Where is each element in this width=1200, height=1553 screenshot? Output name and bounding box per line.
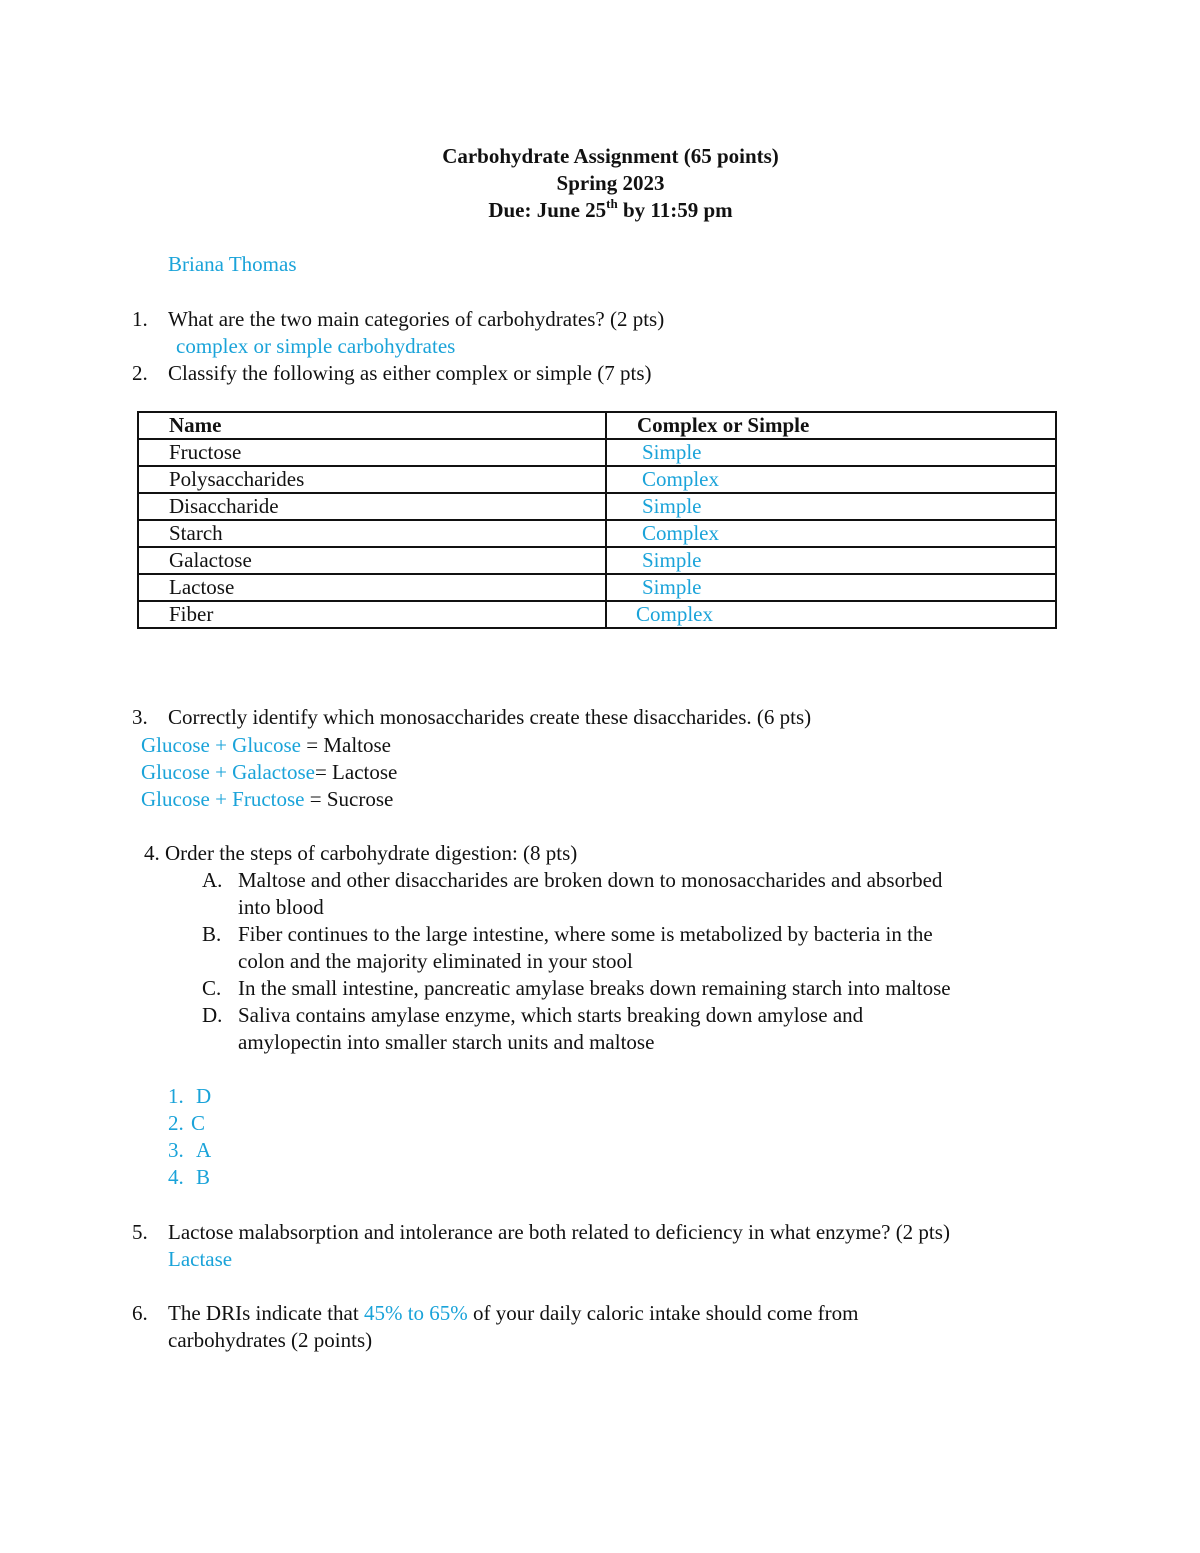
order-answer: C xyxy=(191,1111,206,1135)
step-letter: B. xyxy=(202,922,222,946)
q6-text-before: The DRIs indicate that xyxy=(168,1301,364,1325)
q4-number: 4. xyxy=(144,841,160,865)
carb-classification: Simple xyxy=(606,439,1056,466)
table-row xyxy=(138,547,1056,574)
q6-answer: 45% to 65% xyxy=(363,1301,468,1325)
carb-classification: Complex xyxy=(606,466,1056,493)
order-answer: A xyxy=(196,1138,212,1162)
q6-text-after: of your daily caloric intake should come from xyxy=(467,1301,859,1325)
step-text: Maltose and other disaccharides are broken down to monosaccharides and absorbed xyxy=(238,868,943,892)
q3-number: 3. xyxy=(132,705,148,729)
table-row xyxy=(138,466,1056,493)
step-text: In the small intestine, pancreatic amylase breaks down remaining starch into maltose xyxy=(238,976,951,1000)
due-superscript: th xyxy=(606,196,618,211)
carb-name: Fructose xyxy=(138,439,606,466)
q3-answer: Glucose + Glucose xyxy=(141,733,301,757)
step-letter: A. xyxy=(202,868,223,892)
order-number: 3. xyxy=(168,1138,184,1162)
carb-classification: Simple xyxy=(606,547,1056,574)
order-answer: B xyxy=(196,1165,211,1189)
assignment-title: Carbohydrate Assignment (65 points) xyxy=(442,144,779,168)
q3-answer: Glucose + Fructose xyxy=(141,787,305,811)
q3-line xyxy=(141,786,393,813)
step-letter: D. xyxy=(202,1003,223,1027)
q1-number: 1. xyxy=(132,307,148,331)
q3-answer: Glucose + Galactose xyxy=(141,760,315,784)
order-number: 2. xyxy=(168,1111,184,1135)
order-number: 1. xyxy=(168,1084,184,1108)
q3-result: = Sucrose xyxy=(304,787,394,811)
carb-classification: Simple xyxy=(606,574,1056,601)
due-suffix: by 11:59 pm xyxy=(617,198,733,222)
q3-line xyxy=(141,759,397,786)
carb-name: Galactose xyxy=(138,547,606,574)
step-text: Fiber continues to the large intestine, where some is metabolized by bacteria in the xyxy=(238,922,933,946)
q6-text-cont: carbohydrates (2 points) xyxy=(168,1328,373,1352)
carb-name: Fiber xyxy=(138,601,606,628)
header-name: Name xyxy=(138,412,606,439)
q6-number: 6. xyxy=(132,1301,148,1325)
step-text-cont: colon and the majority eliminated in your stool xyxy=(238,949,633,973)
q5-number: 5. xyxy=(132,1220,148,1244)
due-date xyxy=(0,197,1200,224)
term: Spring 2023 xyxy=(556,171,665,195)
carb-name: Starch xyxy=(138,520,606,547)
q4-text: Order the steps of carbohydrate digestion: (8 pts) xyxy=(165,841,578,865)
classification-table xyxy=(137,411,1057,629)
q2-text: Classify the following as either complex or simple (7 pts) xyxy=(168,361,652,385)
carb-name: Lactose xyxy=(138,574,606,601)
step-text-cont: into blood xyxy=(238,895,324,919)
q1-text: What are the two main categories of carbohydrates? (2 pts) xyxy=(168,307,665,331)
q5-answer: Lactase xyxy=(168,1247,233,1271)
table-row xyxy=(138,520,1056,547)
q6-text xyxy=(168,1300,859,1327)
carb-classification: Complex xyxy=(606,601,1056,628)
q3-result: = Lactose xyxy=(314,760,398,784)
student-name: Briana Thomas xyxy=(168,252,297,276)
order-answer: D xyxy=(196,1084,212,1108)
table-row xyxy=(138,439,1056,466)
q3-text: Correctly identify which monosaccharides create these disaccharides. (6 pts) xyxy=(168,705,812,729)
carb-name: Polysaccharides xyxy=(138,466,606,493)
step-letter: C. xyxy=(202,976,222,1000)
carb-classification: Simple xyxy=(606,493,1056,520)
q3-result: = Maltose xyxy=(300,733,391,757)
table-row xyxy=(138,493,1056,520)
q3-line xyxy=(141,732,391,759)
q5-text: Lactose malabsorption and intolerance are both related to deficiency in what enzyme? (2 pts) xyxy=(168,1220,950,1244)
due-prefix: Due: June 25 xyxy=(488,198,607,222)
step-text-cont: amylopectin into smaller starch units and maltose xyxy=(238,1030,655,1054)
table-row xyxy=(138,601,1056,628)
q1-answer: complex or simple carbohydrates xyxy=(176,334,456,358)
q2-number: 2. xyxy=(132,361,148,385)
table-header-row xyxy=(138,412,1056,439)
header-complex-or-simple: Complex or Simple xyxy=(606,412,1056,439)
carb-classification: Complex xyxy=(606,520,1056,547)
step-text: Saliva contains amylase enzyme, which starts breaking down amylose and xyxy=(238,1003,864,1027)
order-number: 4. xyxy=(168,1165,184,1189)
table-row xyxy=(138,574,1056,601)
carb-name: Disaccharide xyxy=(138,493,606,520)
